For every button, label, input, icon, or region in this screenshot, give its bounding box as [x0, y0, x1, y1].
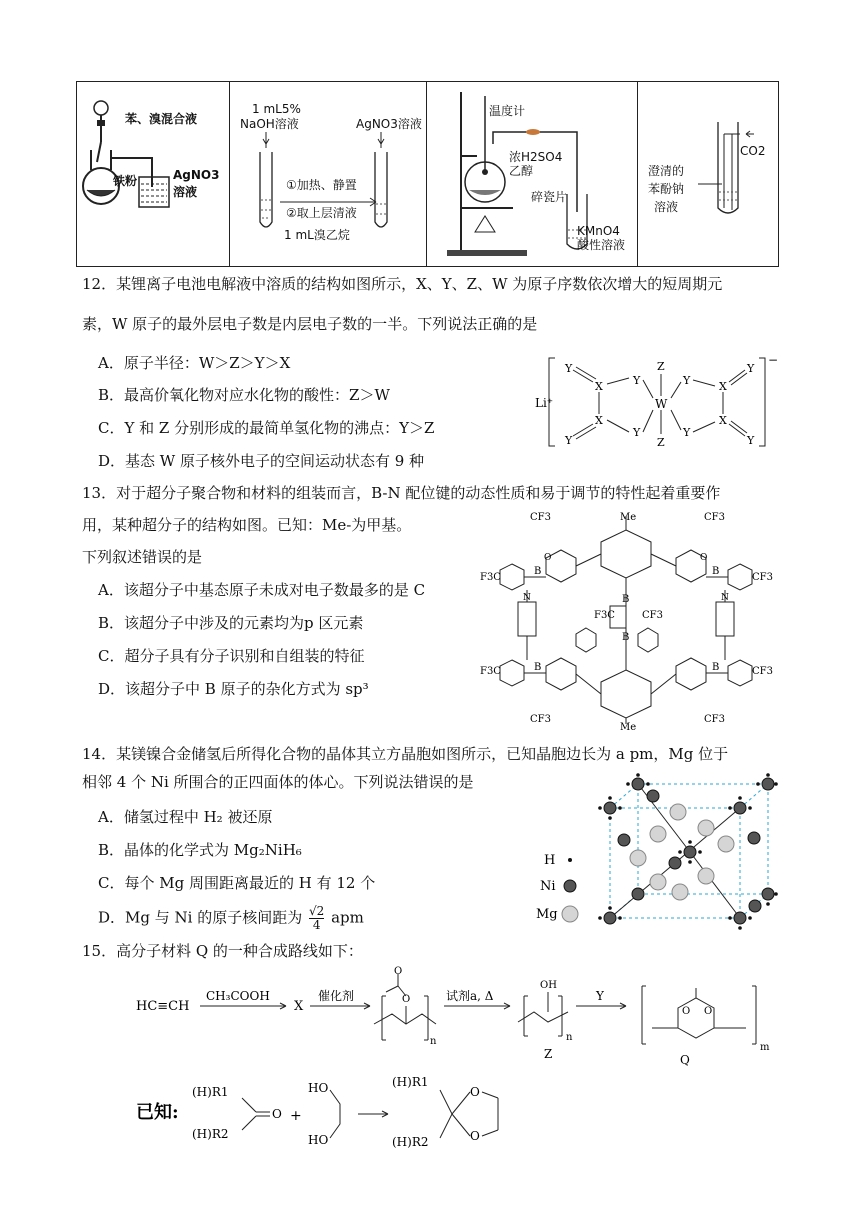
legend-ni-marker	[564, 880, 576, 892]
legend-h-marker	[568, 858, 572, 862]
q14-option-a: A．储氢过程中 H₂ 被还原	[98, 808, 273, 826]
b-label-3: B	[534, 662, 542, 673]
cf3-label-4: CF3	[752, 666, 773, 677]
cf3-label-7: CF3	[642, 610, 663, 621]
n-label-1: N	[523, 593, 531, 603]
q14-crystal-cell	[530, 772, 780, 932]
f3c-label-2: F3C	[480, 666, 501, 677]
ester-oxygen: O	[402, 994, 411, 1005]
q13-option-d: D．该超分子中 B 原子的杂化方式为 sp³	[98, 680, 369, 698]
known-title: 已知:	[136, 1102, 179, 1123]
known-dioxolane-o1: O	[470, 1085, 480, 1099]
q14-line2: 相邻 4 个 Ni 所围合的正四面体的体心。下列说法错误的是	[82, 773, 474, 791]
q14-option-d-suffix: apm	[331, 908, 364, 927]
apparatus-co2	[638, 82, 779, 267]
f3c-label-1: F3C	[480, 572, 501, 583]
apparatus-bromination	[77, 82, 230, 267]
hydroxyl-label: OH	[540, 980, 557, 991]
legend-mg-marker	[562, 906, 578, 922]
q14-fraction-numerator: √2	[309, 904, 325, 918]
acidic-solution-label: 酸性溶液	[577, 238, 626, 252]
start-material: HC≡CH	[136, 999, 190, 1014]
known-r2: (H)R2	[192, 1127, 229, 1141]
legend-ni-label: Ni	[540, 879, 556, 894]
agno3-label: AgNO3	[173, 168, 220, 182]
bromination-mix-label: 苯、溴混合液	[125, 112, 198, 126]
w-label: W	[655, 397, 668, 411]
q13-option-b: B．该超分子中涉及的元素均为p 区元素	[98, 614, 364, 632]
z-product-label: Z	[544, 1047, 553, 1061]
cf3-label-6: CF3	[704, 714, 725, 725]
z-label-2: Z	[657, 436, 665, 449]
y-reagent-label: Y	[596, 989, 604, 1003]
known-product-r1: (H)R1	[392, 1075, 429, 1089]
y-label-7: Y	[683, 426, 691, 439]
q12-option-b: B．最高价氧化物对应水化物的酸性：Z＞W	[98, 386, 390, 404]
kmno4-label: KMnO4	[577, 224, 620, 238]
x-intermediate: X	[294, 999, 304, 1014]
q15-line1: 15．高分子材料 Q 的一种合成路线如下：	[82, 942, 363, 960]
reagent-a-label: 试剂a, Δ	[446, 989, 494, 1003]
agno3-solution-label-2: AgNO3溶液	[356, 117, 422, 131]
known-r1: (H)R1	[192, 1085, 229, 1099]
q14-option-b: B．晶体的化学式为 Mg₂NiH₆	[98, 841, 302, 859]
q13-line2: 用，某种超分子的结构如图。已知：Me-为甲基。	[82, 516, 412, 534]
q14-fraction-denominator: 4	[312, 918, 321, 932]
cf3-label-2: CF3	[704, 512, 725, 523]
x-label-4: X	[719, 414, 727, 427]
z-label-1: Z	[657, 360, 665, 373]
b-label-1: B	[534, 566, 542, 577]
q15-synthesis-route	[130, 966, 780, 1066]
apparatus-table	[76, 81, 779, 267]
cf3-label-1: CF3	[530, 512, 551, 523]
legend-h-label: H	[544, 853, 556, 868]
q13-supramolecule	[476, 510, 776, 732]
naoh-label: NaOH溶液	[240, 117, 299, 131]
q14-option-d	[98, 905, 364, 932]
y-label-4: Y	[633, 426, 641, 439]
q13-option-c: C．超分子具有分子识别和自组装的特征	[98, 647, 365, 665]
q14-option-c: C．每个 Mg 周围距离最近的 H 有 12 个	[98, 874, 376, 892]
o-label-2: O	[700, 553, 708, 563]
catalyst-label: 催化剂	[318, 989, 355, 1003]
clear-label: 澄清的	[648, 164, 685, 178]
q14-line1: 14．某镁镍合金储氢后所得化合物的晶体其立方晶胞如图所示，已知晶胞边长为 a pm，Mg 位于	[82, 745, 729, 763]
legend-mg-label: Mg	[536, 907, 558, 922]
b-label-6: B	[622, 632, 630, 643]
y-label-5: Y	[683, 374, 691, 387]
me-label-bottom: Me	[620, 722, 637, 732]
acetal-oxygen-1: O	[682, 1006, 691, 1017]
co2-label: CO2	[740, 144, 766, 158]
carbonyl-oxygen: O	[394, 966, 403, 977]
q12-structure	[525, 352, 780, 452]
step1-label: ①加热、静置	[286, 178, 357, 192]
y-label-3: Y	[565, 434, 573, 447]
charge-label: −	[768, 353, 779, 367]
porcelain-chips-label: 碎瓷片	[531, 190, 568, 204]
known-dioxolane-o2: O	[470, 1129, 480, 1143]
q12-line1: 12．某锂离子电池电解液中溶质的结构如图所示，X、Y、Z、W 为原子序数依次增大的短周期元	[82, 275, 723, 293]
n-label-2: N	[721, 593, 729, 603]
known-plus: +	[290, 1108, 302, 1124]
q14-option-d-prefix: D．Mg 与 Ni 的原子核间距为	[98, 908, 303, 927]
known-carbonyl-o: O	[272, 1107, 282, 1121]
q13-option-a: A．该超分子中基态原子未成对电子数最多的是 C	[98, 581, 426, 599]
me-label-top: Me	[620, 512, 637, 523]
polymer-n-2: n	[566, 1032, 573, 1043]
q12-option-d: D．基态 W 原子核外电子的空间运动状态有 9 种	[98, 452, 425, 470]
y-label-1: Y	[565, 362, 573, 375]
f3c-label-3: F3C	[594, 610, 615, 621]
cf3-label-5: CF3	[530, 714, 551, 725]
polymer-m: m	[760, 1042, 770, 1053]
o-label-1: O	[544, 553, 552, 563]
thermometer-label: 温度计	[489, 104, 526, 118]
y-label-6: Y	[747, 362, 755, 375]
iron-powder-label: 铁粉	[113, 174, 138, 188]
x-label-1: X	[595, 380, 603, 393]
q-product-label: Q	[680, 1053, 690, 1066]
q13-line3: 下列叙述错误的是	[82, 548, 203, 566]
q15-known-reaction	[130, 1068, 530, 1154]
polymer-n-1: n	[430, 1036, 437, 1047]
step2-label: ②取上层清液	[286, 206, 357, 220]
known-product-r2: (H)R2	[392, 1135, 429, 1149]
q12-line2: 素，W 原子的最外层电子数是内层电子数的一半。下列说法正确的是	[82, 315, 538, 333]
q14-option-d-fraction	[309, 905, 324, 932]
phenoxide-label: 苯酚钠	[648, 182, 685, 196]
b-label-5: B	[622, 594, 630, 605]
b-label-4: B	[712, 662, 720, 673]
b-label-2: B	[712, 566, 720, 577]
x-label-2: X	[595, 414, 603, 427]
known-ho-1: HO	[308, 1081, 329, 1095]
solution-label: 溶液	[654, 200, 679, 214]
li-ion-label: Li⁺	[535, 396, 554, 410]
ethanol-label: 乙醇	[509, 164, 534, 178]
y-label-8: Y	[747, 434, 755, 447]
h2so4-label: 浓H2SO4	[509, 150, 563, 164]
cf3-label-3: CF3	[752, 572, 773, 583]
acetic-acid-label: CH₃COOH	[206, 989, 270, 1003]
apparatus-ethylene	[427, 82, 638, 267]
y-label-2: Y	[633, 374, 641, 387]
acetal-oxygen-2: O	[704, 1006, 713, 1017]
known-ho-2: HO	[308, 1133, 329, 1147]
x-label-3: X	[719, 380, 727, 393]
agno3-solution-label: 溶液	[173, 185, 198, 199]
bromoethane-label: 1 mL溴乙烷	[284, 228, 350, 242]
naoh-volume-label: 1 mL5%	[252, 102, 301, 116]
apparatus-hydrolysis	[230, 82, 427, 267]
q12-option-c: C．Y 和 Z 分别形成的最简单氢化物的沸点：Y＞Z	[98, 419, 435, 437]
q13-line1: 13．对于超分子聚合物和材料的组装而言，B-N 配位键的动态性质和易于调节的特性起着重要作	[82, 484, 721, 502]
q12-option-a: A．原子半径：W＞Z＞Y＞X	[98, 354, 291, 372]
